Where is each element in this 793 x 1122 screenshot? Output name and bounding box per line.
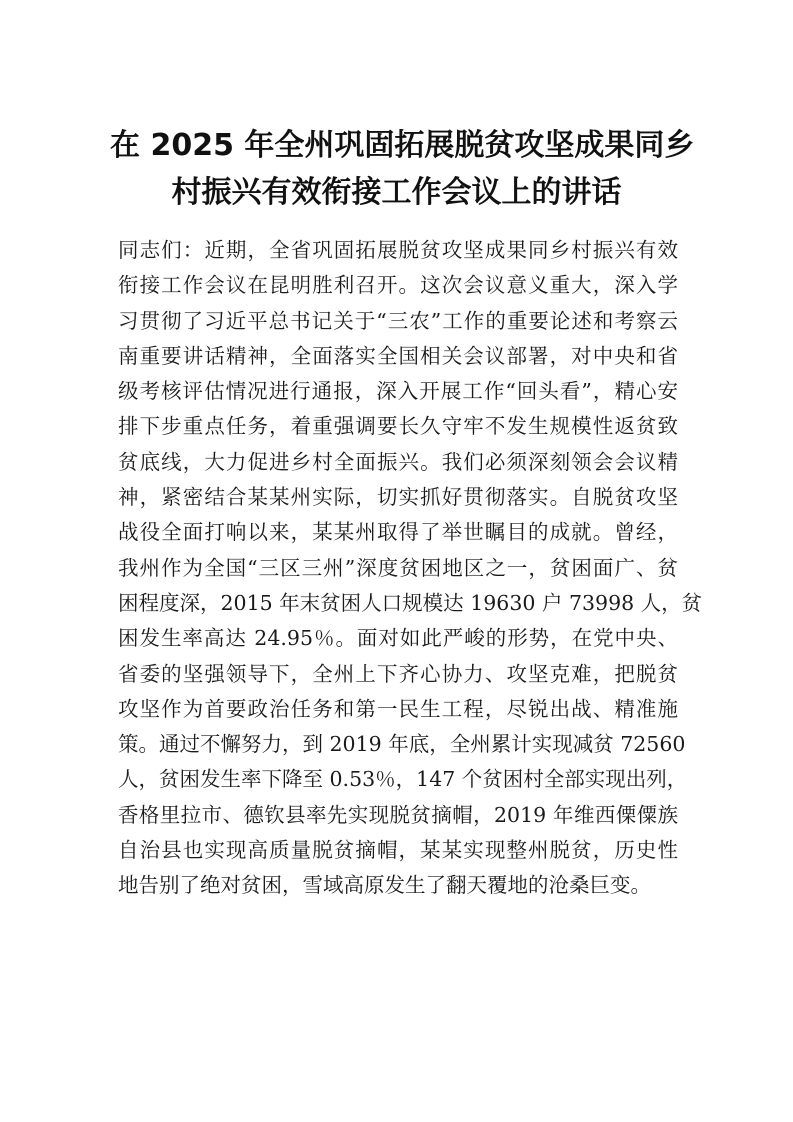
body-line: 人，贫困发生率下降至 0.53％，147 个贫困村全部实现出列，	[118, 767, 688, 792]
body-line: 战役全面打响以来，某某州取得了举世瞩目的成就。曾经，	[118, 520, 678, 545]
body-line: 香格里拉市、德钦县率先实现脱贫摘帽，2019 年维西傈僳族	[118, 802, 678, 827]
body-line: 贫底线，大力促进乡村全面振兴。我们必须深刻领会会议精	[118, 449, 678, 474]
body-line: 自治县也实现高质量脱贫摘帽，某某实现整州脱贫，历史性	[118, 838, 678, 863]
body-line: 南重要讲话精神，全面落实全国相关会议部署，对中央和省	[118, 343, 678, 368]
body-line: 习贯彻了习近平总书记关于“三农”工作的重要论述和考察云	[118, 308, 678, 333]
title-line: 在 2025 年全州巩固拓展脱贫攻坚成果同乡	[110, 128, 695, 163]
body-line: 攻坚作为首要政治任务和第一民生工程，尽锐出战、精准施	[118, 696, 678, 721]
document-title	[110, 122, 695, 216]
title-line: 村振兴有效衔接工作会议上的讲话	[171, 175, 622, 210]
body-line: 我州作为全国“三区三州”深度贫困地区之一，贫困面广、贫	[118, 555, 678, 580]
body-line: 衔接工作会议在昆明胜利召开。这次会议意义重大，深入学	[118, 273, 678, 298]
body-line: 神，紧密结合某某州实际，切实抓好贯彻落实。自脱贫攻坚	[118, 485, 678, 510]
body-line: 同志们：近期，全省巩固拓展脱贫攻坚成果同乡村振兴有效	[118, 238, 678, 262]
body-line: 地告别了绝对贫困，雪域高原发生了翻天覆地的沧桑巨变。	[118, 873, 651, 898]
speech-body	[118, 233, 703, 904]
body-line: 省委的坚强领导下，全州上下齐心协力、攻坚克难，把脱贫	[118, 661, 678, 686]
body-line: 级考核评估情况进行通报，深入开展工作“回头看”，精心安	[118, 379, 678, 404]
body-line: 排下步重点任务，着重强调要长久守牢不发生规模性返贫致	[118, 414, 678, 439]
body-line: 困发生率高达 24.95％。面对如此严峻的形势，在党中央、	[118, 626, 678, 651]
body-line: 困程度深，2015 年末贫困人口规模达 19630 户 73998 人，贫	[118, 590, 703, 615]
body-line: 策。通过不懈努力，到 2019 年底，全州累计实现减贫 72560	[118, 732, 686, 757]
